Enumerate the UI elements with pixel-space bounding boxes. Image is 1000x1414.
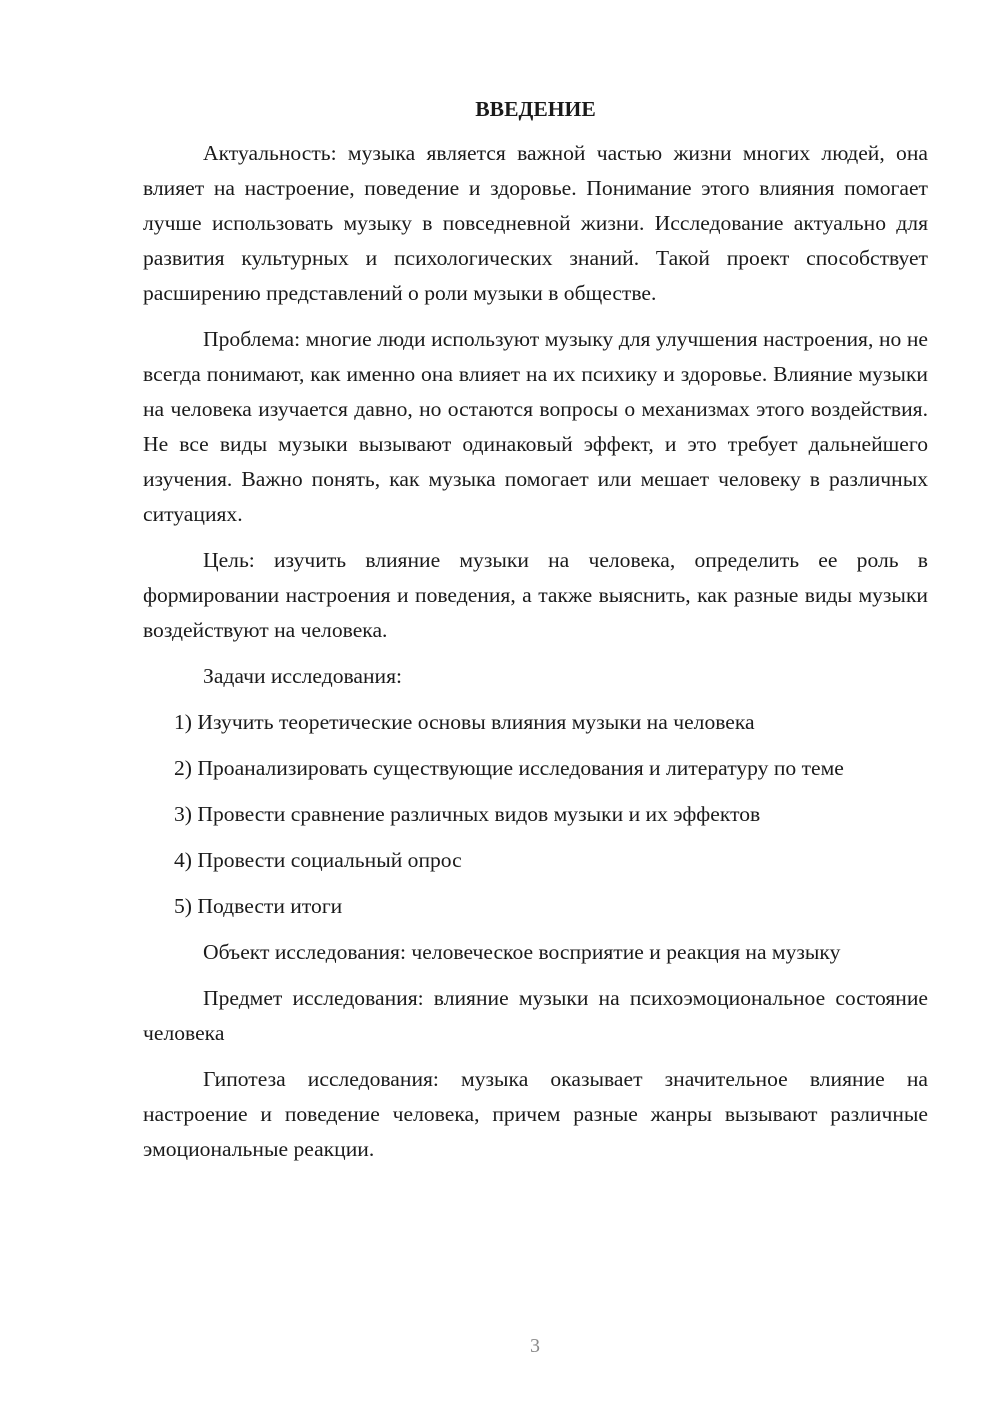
task-item: 4) Провести социальный опрос (174, 848, 462, 872)
page-title: ВВЕДЕНИЕ (475, 97, 596, 121)
problem-paragraph: Проблема: многие люди используют музыку для улучшения настроения, но не всегда понимают, как именно она влияет на их психику и здоровье. Влияние музыки на человека изучается давно, но остаются вопросы о механизмах этого воздействия. Не все виды музыки вызывают одинаковый эффект, и это требует дальнейшего изучения. Важно понять, как музыка помогает или мешает человеку в различных ситуациях. (143, 327, 928, 526)
task-item: 2) Проанализировать существующие исследования и литературу по теме (174, 756, 844, 780)
subject-paragraph: Предмет исследования: влияние музыки на психоэмоциональное состояние человека (143, 986, 928, 1045)
goal-paragraph: Цель: изучить влияние музыки на человека, определить ее роль в формировании настроения и поведения, а также выяснить, как разные виды музыки воздействуют на человека. (143, 548, 928, 642)
task-item: 3) Провести сравнение различных видов музыки и их эффектов (174, 802, 761, 826)
tasks-heading: Задачи исследования: (203, 664, 403, 688)
page-number: 3 (530, 1335, 540, 1357)
hypothesis-paragraph: Гипотеза исследования: музыка оказывает значительное влияние на настроение и поведение человека, причем разные жанры вызывают различные эмоциональные реакции. (143, 1067, 928, 1161)
task-item: 5) Подвести итоги (174, 894, 343, 918)
relevance-paragraph: Актуальность: музыка является важной частью жизни многих людей, она влияет на настроение, поведение и здоровье. Понимание этого влияния помогает лучше использовать музыку в повседневной жизни. Исследование актуально для развития культурных и психологических знаний. Такой проект способствует расширению представлений о роли музыки в обществе. (143, 141, 928, 305)
task-item: 1) Изучить теоретические основы влияния музыки на человека (174, 710, 755, 734)
object-paragraph: Объект исследования: человеческое восприятие и реакция на музыку (203, 940, 841, 964)
page-content (143, 92, 928, 1178)
